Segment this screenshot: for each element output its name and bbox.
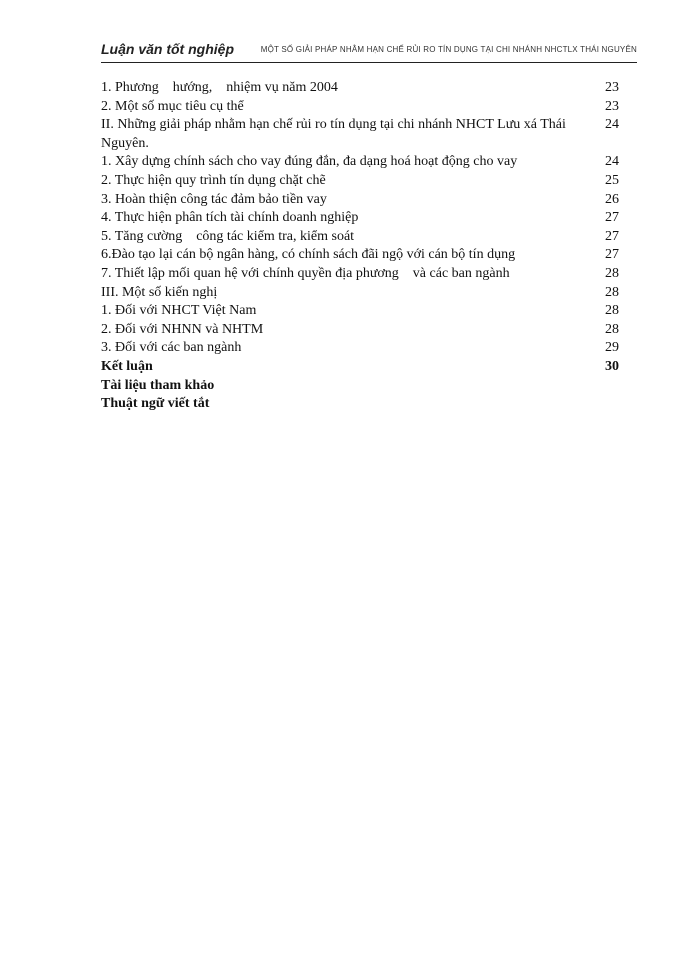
- toc-entry: [101, 172, 619, 191]
- toc-entry: [101, 321, 619, 340]
- header-running-title: MỘT SỐ GIẢI PHÁP NHẰM HẠN CHẾ RỦI RO TÍN DỤNG TẠI CHI NHÁNH NHCTLX THÁI NGUYÊN: [260, 45, 637, 54]
- toc-entry: [101, 116, 619, 153]
- toc-entry-text: 5. Tăng cường công tác kiểm tra, kiểm soát: [101, 228, 355, 244]
- toc-entry: [101, 153, 619, 172]
- toc-entry-text: 1. Xây dựng chính sách cho vay đúng đắn, đa dạng hoá hoạt động cho vay: [101, 154, 518, 170]
- toc-entry: [101, 339, 619, 358]
- toc-entry-page: 24: [605, 117, 619, 133]
- page-header: [101, 38, 637, 63]
- toc-entry-page: 23: [605, 98, 619, 114]
- toc-entry-text: 1. Phương hướng, nhiệm vụ năm 2004: [101, 80, 338, 95]
- toc-entry-text: Thuật ngữ viết tắt: [101, 396, 210, 412]
- toc-entry-page: 27: [605, 228, 619, 244]
- toc-entry-text: Tài liệu tham khảo: [101, 377, 215, 393]
- toc-entry-text: 2. Đối với NHNN và NHTM: [101, 321, 264, 337]
- toc-entry-page: 28: [605, 284, 619, 300]
- toc-entry-page: 30: [605, 358, 619, 374]
- toc-entry-text: 4. Thực hiện phân tích tài chính doanh nghiệp: [101, 210, 359, 226]
- toc-entry-page: 27: [605, 247, 619, 263]
- toc-entry-text: 7. Thiết lập mối quan hệ với chính quyền địa phương và các ban ngành: [101, 265, 510, 281]
- toc-entry: [101, 98, 619, 117]
- toc-entry-text: III. Một số kiến nghị: [101, 284, 218, 300]
- toc-entry: [101, 79, 619, 98]
- toc-entry-page: 25: [605, 172, 619, 188]
- toc-entry-page: 29: [605, 340, 619, 356]
- toc-entry-page: 28: [605, 321, 619, 337]
- toc-entry: [101, 191, 619, 210]
- toc-entry-text: 3. Đối với các ban ngành: [101, 340, 242, 356]
- toc-entry: [101, 209, 619, 228]
- toc-entry-text: 6.Đào tạo lại cán bộ ngân hàng, có chính sách đãi ngộ với cán bộ tín dụng: [101, 247, 516, 263]
- toc-entry: [101, 395, 619, 414]
- table-of-contents: [101, 79, 619, 414]
- toc-entry: [101, 377, 619, 396]
- toc-entry: [101, 302, 619, 321]
- toc-entry-page: 23: [605, 80, 619, 95]
- toc-entry-page: 28: [605, 265, 619, 281]
- toc-entry: [101, 265, 619, 284]
- toc-entry-text: 2. Một số mục tiêu cụ thể: [101, 98, 244, 114]
- toc-entry: [101, 246, 619, 265]
- toc-entry-page: 24: [605, 154, 619, 170]
- toc-entry-page: 27: [605, 210, 619, 226]
- toc-entry-text: 2. Thực hiện quy trình tín dụng chặt chẽ: [101, 172, 326, 188]
- toc-entry: [101, 228, 619, 247]
- toc-entry-page: 28: [605, 303, 619, 319]
- toc-entry-page: 26: [605, 191, 619, 207]
- toc-entry-text: Kết luận: [101, 358, 153, 374]
- toc-entry: [101, 358, 619, 377]
- toc-entry-text: 1. Đối với NHCT Việt Nam: [101, 303, 257, 319]
- toc-entry: [101, 284, 619, 303]
- toc-entry-text: II. Những giải pháp nhằm hạn chế rủi ro tín dụng tại chi nhánh NHCT Lưu xá Thái Nguyên.: [101, 117, 570, 151]
- header-title: Luận văn tốt nghiệp: [101, 41, 234, 57]
- toc-entry-text: 3. Hoàn thiện công tác đảm bảo tiền vay: [101, 191, 327, 207]
